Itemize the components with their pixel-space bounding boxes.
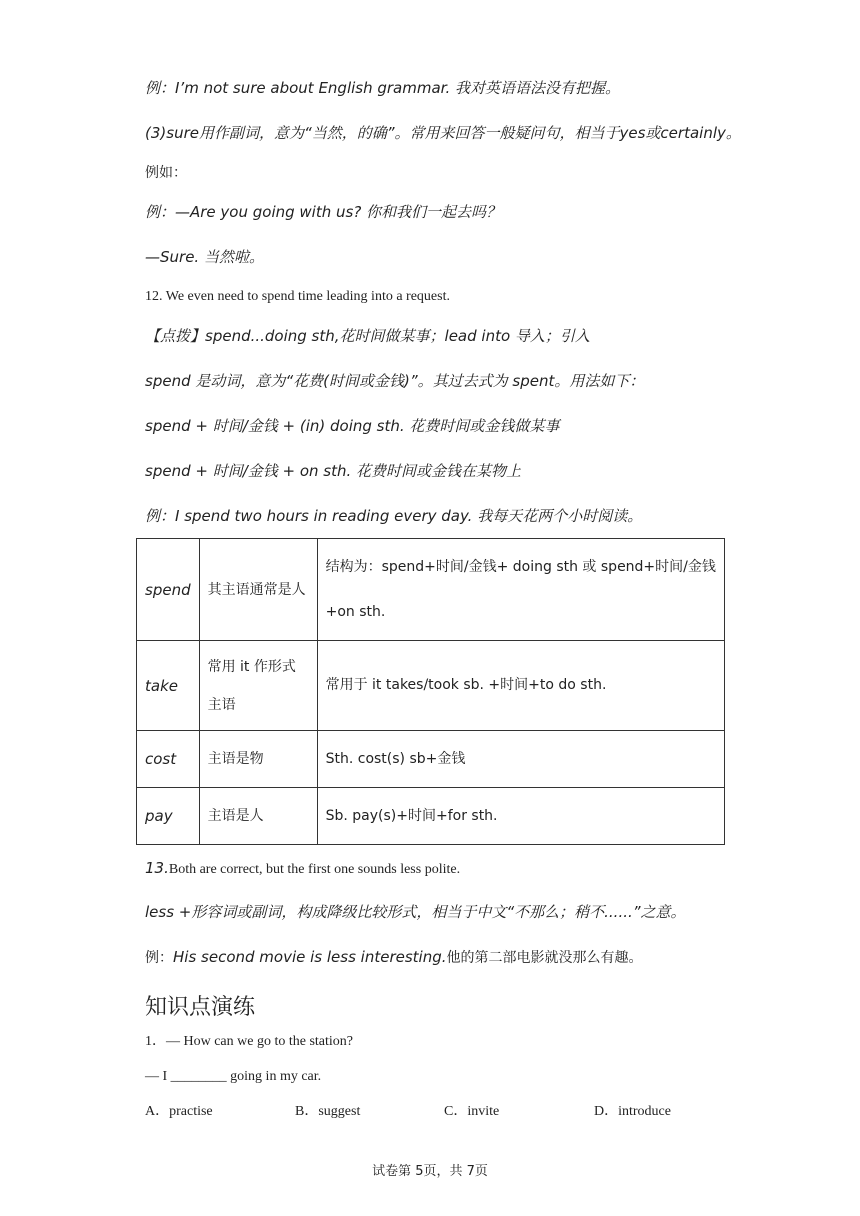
table-word-cell: spend <box>137 539 200 641</box>
sentence-13-text: Both are correct, but the first one sounds less polite. <box>168 862 461 877</box>
example-sure-grammar: 例：I’m not sure about English grammar. 我对英语语法没有把握。 <box>145 79 620 97</box>
table-row <box>137 788 725 845</box>
example-going-with-us: 例：—Are you going with us? 你和我们一起去吗？ <box>145 203 502 221</box>
example-chinese: 他的第二部电影就没那么有趣。 <box>446 950 643 966</box>
page-footer: 试卷第 5页，共 7页 <box>372 1164 488 1179</box>
option-b[interactable]: B．suggest <box>295 1104 361 1119</box>
less-note: less +形容词或副词，构成降级比较形式，相当于中文“不那么；稍不......”之意。 <box>145 903 686 921</box>
table-subject-cell: 主语是物 <box>199 731 317 788</box>
table-usage-cell: Sth. cost(s) sb+金钱 <box>317 731 724 788</box>
sure-adverb-note: (3)sure用作副词，意为“当然，的确”。常用来回答一般疑问句，相当于yes或certainly。 <box>145 124 741 142</box>
question-1-answer-line: — I ________ going in my car. <box>145 1069 322 1084</box>
example-sure-answer: —Sure. 当然啦。 <box>145 248 264 266</box>
example-spend-reading: 例：I spend two hours in reading every day. 我每天花两个小时阅读。 <box>145 507 643 525</box>
tip-12: 【点拨】spend...doing sth,花时间做某事；lead into 导入；引入 <box>145 327 590 345</box>
table-subject-cell: 常用 it 作形式主语 <box>199 641 317 731</box>
table-row <box>137 539 725 641</box>
table-subject-cell: 主语是人 <box>199 788 317 845</box>
table-row <box>137 641 725 731</box>
spend-usage-doing: spend + 时间/金钱 + (in) doing sth. 花费时间或金钱做某事 <box>145 417 560 435</box>
table-word-cell: take <box>137 641 200 731</box>
usage-comparison-table <box>136 538 725 845</box>
sentence-13-number: 13. <box>145 859 169 877</box>
table-row <box>137 731 725 788</box>
option-a[interactable]: A．practise <box>145 1104 213 1119</box>
table-subject-cell: 其主语通常是人 <box>199 539 317 641</box>
option-d[interactable]: D．introduce <box>594 1104 671 1119</box>
option-c[interactable]: C．invite <box>444 1104 500 1119</box>
spend-usage-on: spend + 时间/金钱 + on sth. 花费时间或金钱在某物上 <box>145 462 522 480</box>
spend-definition: spend 是动词，意为“花费(时间或金钱)”。其过去式为 spent。用法如下： <box>145 372 645 390</box>
table-usage-cell: 常用于 it takes/took sb. +时间+to do sth. <box>317 641 724 731</box>
practice-heading: 知识点演练 <box>145 995 256 1020</box>
example-prefix: 例： <box>145 950 173 966</box>
sentence-12: 12. We even need to spend time leading into a request. <box>145 289 450 304</box>
table-word-cell: pay <box>137 788 200 845</box>
example-label: 例如： <box>145 165 187 181</box>
example-less-interesting <box>145 947 643 968</box>
table-usage-cell: Sb. pay(s)+时间+for sth. <box>317 788 724 845</box>
question-1: 1．— How can we go to the station? <box>145 1034 354 1049</box>
sentence-13 <box>145 858 460 880</box>
example-english: His second movie is less interesting. <box>173 948 447 966</box>
table-usage-cell: 结构为：spend+时间/金钱+ doing sth 或 spend+时间/金钱+on sth. <box>317 539 724 641</box>
table-word-cell: cost <box>137 731 200 788</box>
